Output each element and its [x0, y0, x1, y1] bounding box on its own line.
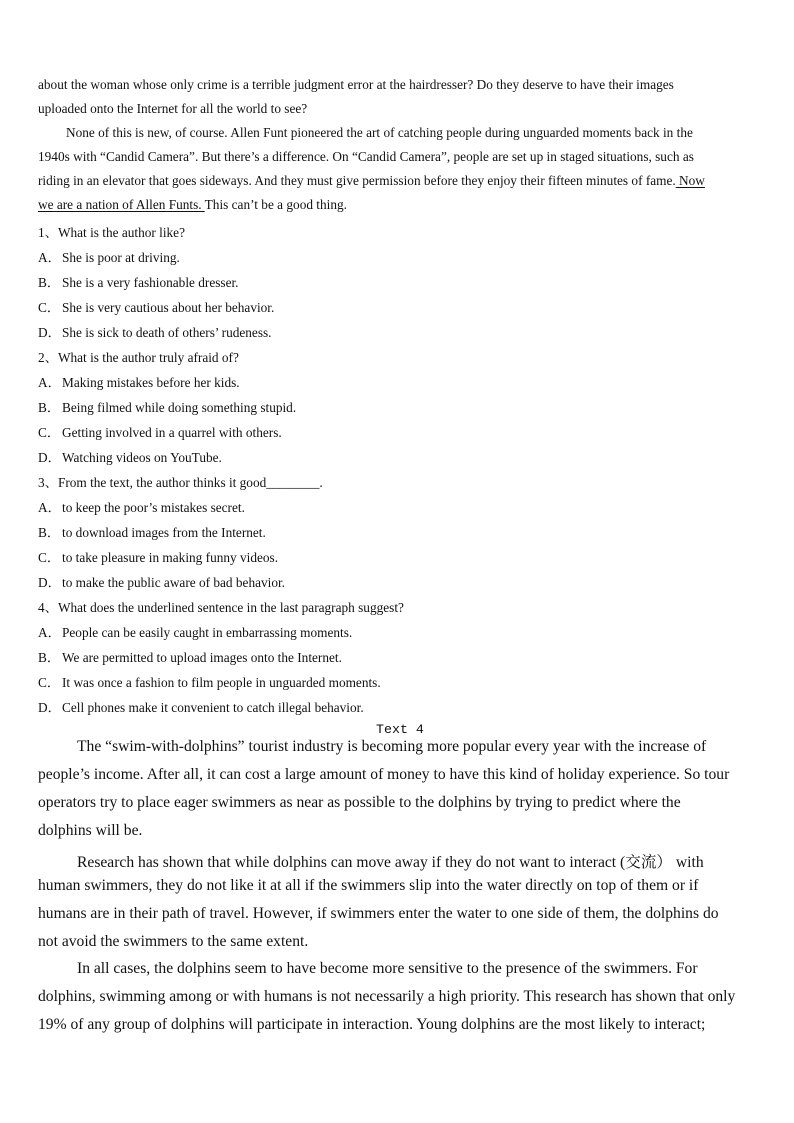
option-1d	[38, 322, 272, 341]
option-letter: C．	[38, 425, 61, 440]
option-text: We are permitted to upload images onto the Internet.	[62, 650, 342, 665]
option-4a	[38, 622, 352, 641]
passage-line: human swimmers, they do not like it at all if the swimmers slip into the water directly on top of them or if	[38, 877, 699, 894]
underlined-sentence-start: Now	[675, 173, 705, 188]
option-text: People can be easily caught in embarrassing moments.	[62, 625, 353, 640]
option-letter: A．	[38, 500, 61, 515]
passage-line: uploaded onto the Internet for all the world to see?	[38, 101, 308, 116]
option-letter: D．	[38, 575, 61, 590]
option-letter: D．	[38, 325, 61, 340]
option-text: Being filmed while doing something stupid.	[62, 400, 297, 415]
option-text: Watching videos on YouTube.	[62, 450, 222, 465]
option-4d	[38, 697, 364, 716]
passage-line: In all cases, the dolphins seem to have become more sensitive to the presence of the swimmers. For	[77, 960, 698, 977]
option-text: to take pleasure in making funny videos.	[62, 550, 279, 565]
passage-line: Research has shown that while dolphins can move away if they do not want to interact (交流） with	[77, 854, 704, 871]
option-letter: B．	[38, 400, 61, 415]
passage-line: operators try to place eager swimmers as near as possible to the dolphins by trying to predict where the	[38, 794, 681, 811]
option-1b	[38, 272, 239, 291]
question-4	[38, 597, 404, 616]
passage-text: This can’t be a good thing.	[204, 197, 347, 212]
question-stem: What is the author truly afraid of?	[57, 350, 239, 365]
passage-line: 1940s with “Candid Camera”. But there’s a difference. On “Candid Camera”, people are set up in staged situations, such as	[38, 149, 694, 164]
option-letter: C．	[38, 300, 61, 315]
option-letter: C．	[38, 675, 61, 690]
option-letter: D．	[38, 450, 61, 465]
underlined-sentence-end: we are a nation of Allen Funts.	[38, 197, 205, 212]
option-2a	[38, 372, 240, 391]
passage-text: riding in an elevator that goes sideways. And they must give permission before they enjoy their fifteen minutes of fame.	[38, 173, 676, 188]
question-3	[38, 472, 323, 491]
section-heading: Text 4	[376, 722, 424, 737]
option-2b	[38, 397, 296, 416]
option-letter: D．	[38, 700, 61, 715]
option-letter: A．	[38, 250, 61, 265]
passage-line: The “swim-with-dolphins” tourist industry is becoming more popular every year with the increase of	[77, 738, 707, 755]
option-4b	[38, 647, 342, 666]
option-1c	[38, 297, 274, 316]
option-text: She is poor at driving.	[62, 250, 180, 265]
option-text: to keep the poor’s mistakes secret.	[62, 500, 245, 515]
question-stem: From the text, the author thinks it good________.	[57, 475, 323, 490]
option-3c	[38, 547, 278, 566]
option-letter: C．	[38, 550, 61, 565]
question-number: 4、	[38, 600, 58, 615]
passage-line: humans are in their path of travel. However, if swimmers enter the water to one side of them, the dolphins do	[38, 905, 719, 922]
passage-line	[38, 173, 705, 189]
option-4c	[38, 672, 381, 691]
option-1a	[38, 247, 180, 266]
question-number: 3、	[38, 475, 58, 490]
option-letter: B．	[38, 650, 61, 665]
question-stem: What is the author like?	[57, 225, 185, 240]
passage-line: about the woman whose only crime is a terrible judgment error at the hairdresser? Do they deserve to have their images	[38, 77, 674, 92]
option-3a	[38, 497, 245, 516]
option-2c	[38, 422, 282, 441]
question-number: 1、	[38, 225, 58, 240]
option-text: Making mistakes before her kids.	[62, 375, 240, 390]
option-letter: B．	[38, 525, 61, 540]
question-2	[38, 347, 239, 366]
option-text: It was once a fashion to film people in unguarded moments.	[62, 675, 381, 690]
passage-line	[38, 197, 347, 213]
passage-line: people’s income. After all, it can cost a large amount of money to have this kind of holiday experience. So tour	[38, 766, 730, 783]
option-text: She is a very fashionable dresser.	[62, 275, 239, 290]
option-letter: B．	[38, 275, 61, 290]
question-1	[38, 222, 185, 241]
passage-line: 19% of any group of dolphins will participate in interaction. Young dolphins are the most likely to interact;	[38, 1016, 706, 1033]
passage-line: dolphins will be.	[38, 822, 143, 839]
option-text: to make the public aware of bad behavior.	[62, 575, 286, 590]
option-letter: A．	[38, 375, 61, 390]
passage-line: None of this is new, of course. Allen Funt pioneered the art of catching people during unguarded moments back in the	[66, 125, 693, 140]
option-3b	[38, 522, 266, 541]
passage-line: dolphins, swimming among or with humans is not necessarily a high priority. This research has shown that only	[38, 988, 736, 1005]
question-number: 2、	[38, 350, 58, 365]
option-text: Cell phones make it convenient to catch illegal behavior.	[62, 700, 364, 715]
option-2d	[38, 447, 222, 466]
question-stem: What does the underlined sentence in the last paragraph suggest?	[57, 600, 404, 615]
option-text: She is sick to death of others’ rudeness.	[62, 325, 272, 340]
option-text: She is very cautious about her behavior.	[62, 300, 275, 315]
option-letter: A．	[38, 625, 61, 640]
passage-line: not avoid the swimmers to the same extent.	[38, 933, 309, 950]
option-text: Getting involved in a quarrel with others.	[62, 425, 282, 440]
option-3d	[38, 572, 285, 591]
option-text: to download images from the Internet.	[62, 525, 266, 540]
